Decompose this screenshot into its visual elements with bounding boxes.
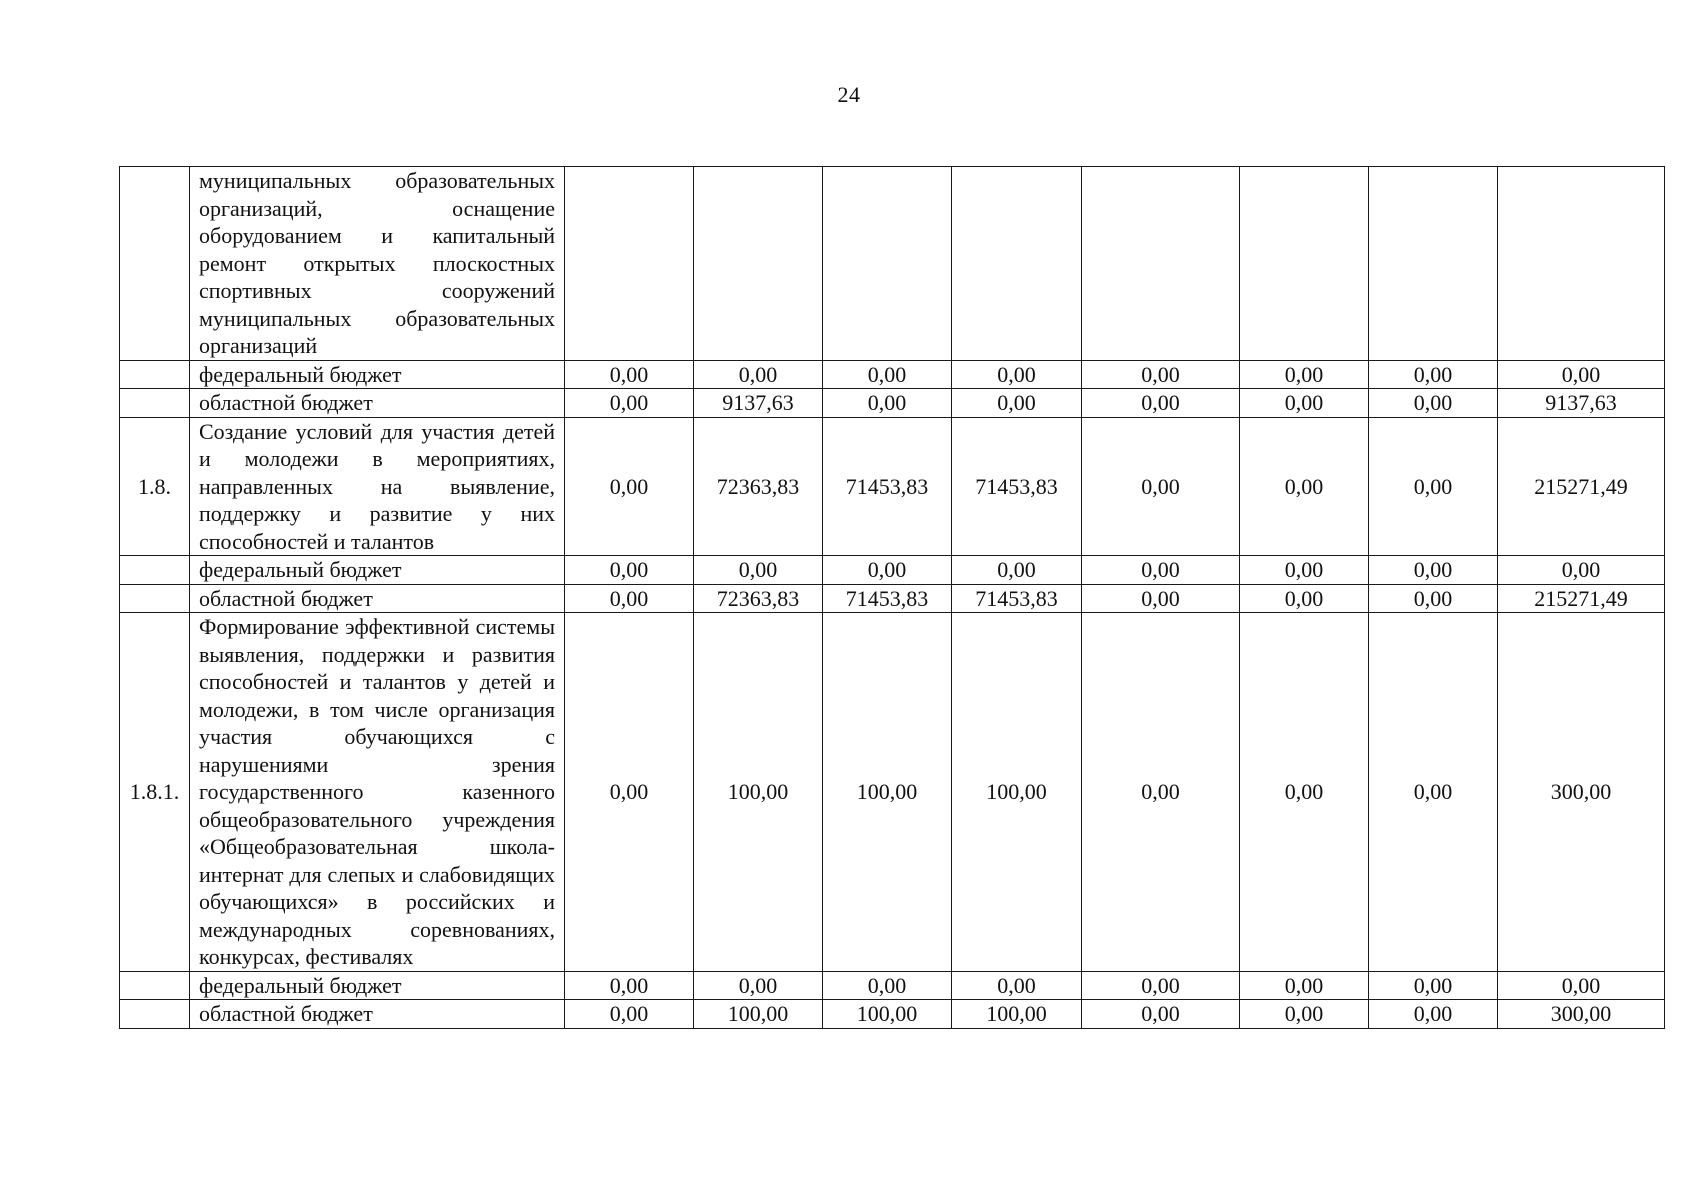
budget-source-cell: областной бюджет bbox=[190, 1000, 565, 1029]
value-cell: 0,00 bbox=[1369, 556, 1498, 585]
value-cell: 9137,63 bbox=[1498, 389, 1665, 418]
row-number-cell: 1.8. bbox=[120, 417, 190, 556]
value-cell: 0,00 bbox=[823, 971, 952, 1000]
value-cell: 100,00 bbox=[694, 613, 823, 972]
value-cell bbox=[565, 167, 694, 361]
table-row-item bbox=[120, 613, 1665, 972]
value-cell: 0,00 bbox=[1082, 971, 1240, 1000]
table-row-item bbox=[120, 167, 1665, 361]
value-cell: 0,00 bbox=[694, 556, 823, 585]
table-row-budget bbox=[120, 971, 1665, 1000]
value-cell: 0,00 bbox=[1240, 971, 1369, 1000]
value-cell: 0,00 bbox=[1240, 556, 1369, 585]
value-cell: 0,00 bbox=[823, 389, 952, 418]
value-cell: 0,00 bbox=[952, 389, 1082, 418]
table-row-budget bbox=[120, 360, 1665, 389]
table-row-item bbox=[120, 417, 1665, 556]
value-cell: 0,00 bbox=[1240, 1000, 1369, 1029]
row-number-cell bbox=[120, 389, 190, 418]
value-cell: 0,00 bbox=[1082, 360, 1240, 389]
row-number-cell bbox=[120, 1000, 190, 1029]
value-cell: 0,00 bbox=[1082, 389, 1240, 418]
value-cell: 215271,49 bbox=[1498, 584, 1665, 613]
value-cell: 300,00 bbox=[1498, 1000, 1665, 1029]
value-cell: 0,00 bbox=[1369, 417, 1498, 556]
item-description-cell: Формирование эффективной системы выявления, поддержки и развития способностей и талантов у детей и молодежи, в том числе организация участия обучающихся с нарушениями зрения государственного казенного общеобразовательного учреждения «Общеобразовательная школа-интернат для слепых и слабовидящих обучающихся» в российских и международных соревнованиях, конкурсах, фестивалях bbox=[190, 613, 565, 972]
value-cell: 0,00 bbox=[1369, 1000, 1498, 1029]
value-cell: 0,00 bbox=[565, 389, 694, 418]
value-cell: 0,00 bbox=[823, 556, 952, 585]
value-cell: 0,00 bbox=[565, 360, 694, 389]
value-cell: 0,00 bbox=[1498, 360, 1665, 389]
value-cell: 100,00 bbox=[694, 1000, 823, 1029]
row-number-cell bbox=[120, 971, 190, 1000]
value-cell: 0,00 bbox=[1240, 360, 1369, 389]
budget-source-cell: областной бюджет bbox=[190, 389, 565, 418]
value-cell bbox=[1498, 167, 1665, 361]
value-cell: 0,00 bbox=[952, 360, 1082, 389]
table-row-budget bbox=[120, 556, 1665, 585]
value-cell: 71453,83 bbox=[823, 584, 952, 613]
value-cell: 100,00 bbox=[952, 1000, 1082, 1029]
table-row-budget bbox=[120, 389, 1665, 418]
value-cell: 300,00 bbox=[1498, 613, 1665, 972]
value-cell: 215271,49 bbox=[1498, 417, 1665, 556]
table-row-budget bbox=[120, 584, 1665, 613]
value-cell: 0,00 bbox=[1082, 556, 1240, 585]
value-cell: 0,00 bbox=[952, 971, 1082, 1000]
budget-source-cell: федеральный бюджет bbox=[190, 360, 565, 389]
budget-source-cell: федеральный бюджет bbox=[190, 556, 565, 585]
value-cell: 0,00 bbox=[1369, 584, 1498, 613]
value-cell: 0,00 bbox=[1369, 613, 1498, 972]
value-cell: 0,00 bbox=[565, 1000, 694, 1029]
value-cell: 71453,83 bbox=[952, 417, 1082, 556]
budget-table bbox=[119, 166, 1665, 1029]
value-cell: 100,00 bbox=[823, 1000, 952, 1029]
value-cell: 0,00 bbox=[1240, 613, 1369, 972]
value-cell: 0,00 bbox=[952, 556, 1082, 585]
value-cell: 0,00 bbox=[1240, 584, 1369, 613]
value-cell: 0,00 bbox=[1082, 584, 1240, 613]
value-cell: 71453,83 bbox=[823, 417, 952, 556]
item-description-cell: Создание условий для участия детей и молодежи в мероприятиях, направленных на выявление, поддержку и развитие у них способностей и талантов bbox=[190, 417, 565, 556]
value-cell: 0,00 bbox=[1369, 360, 1498, 389]
value-cell bbox=[694, 167, 823, 361]
value-cell: 0,00 bbox=[1082, 1000, 1240, 1029]
value-cell bbox=[1369, 167, 1498, 361]
value-cell: 71453,83 bbox=[952, 584, 1082, 613]
value-cell: 100,00 bbox=[823, 613, 952, 972]
value-cell: 0,00 bbox=[1369, 971, 1498, 1000]
row-number-cell bbox=[120, 360, 190, 389]
value-cell bbox=[1240, 167, 1369, 361]
value-cell: 0,00 bbox=[565, 556, 694, 585]
row-number-cell bbox=[120, 584, 190, 613]
value-cell: 0,00 bbox=[1082, 417, 1240, 556]
item-description-cell: муниципальных образовательных организаций, оснащение оборудованием и капитальный ремонт открытых плоскостных спортивных сооружений муниципальных образовательных организаций bbox=[190, 167, 565, 361]
table-body bbox=[120, 167, 1665, 1029]
value-cell bbox=[952, 167, 1082, 361]
table-row-budget bbox=[120, 1000, 1665, 1029]
value-cell: 0,00 bbox=[1240, 417, 1369, 556]
value-cell: 0,00 bbox=[565, 417, 694, 556]
value-cell: 100,00 bbox=[952, 613, 1082, 972]
value-cell: 9137,63 bbox=[694, 389, 823, 418]
value-cell bbox=[1082, 167, 1240, 361]
budget-source-cell: федеральный бюджет bbox=[190, 971, 565, 1000]
value-cell: 0,00 bbox=[1369, 389, 1498, 418]
value-cell: 0,00 bbox=[565, 584, 694, 613]
value-cell: 0,00 bbox=[1240, 389, 1369, 418]
page-number: 24 bbox=[837, 82, 861, 107]
value-cell: 0,00 bbox=[694, 360, 823, 389]
value-cell: 0,00 bbox=[1082, 613, 1240, 972]
value-cell: 72363,83 bbox=[694, 417, 823, 556]
value-cell: 0,00 bbox=[694, 971, 823, 1000]
row-number-cell: 1.8.1. bbox=[120, 613, 190, 972]
value-cell: 0,00 bbox=[565, 971, 694, 1000]
row-number-cell bbox=[120, 556, 190, 585]
value-cell: 0,00 bbox=[565, 613, 694, 972]
value-cell: 0,00 bbox=[1498, 971, 1665, 1000]
value-cell: 0,00 bbox=[1498, 556, 1665, 585]
row-number-cell bbox=[120, 167, 190, 361]
value-cell: 0,00 bbox=[823, 360, 952, 389]
budget-source-cell: областной бюджет bbox=[190, 584, 565, 613]
value-cell bbox=[823, 167, 952, 361]
value-cell: 72363,83 bbox=[694, 584, 823, 613]
